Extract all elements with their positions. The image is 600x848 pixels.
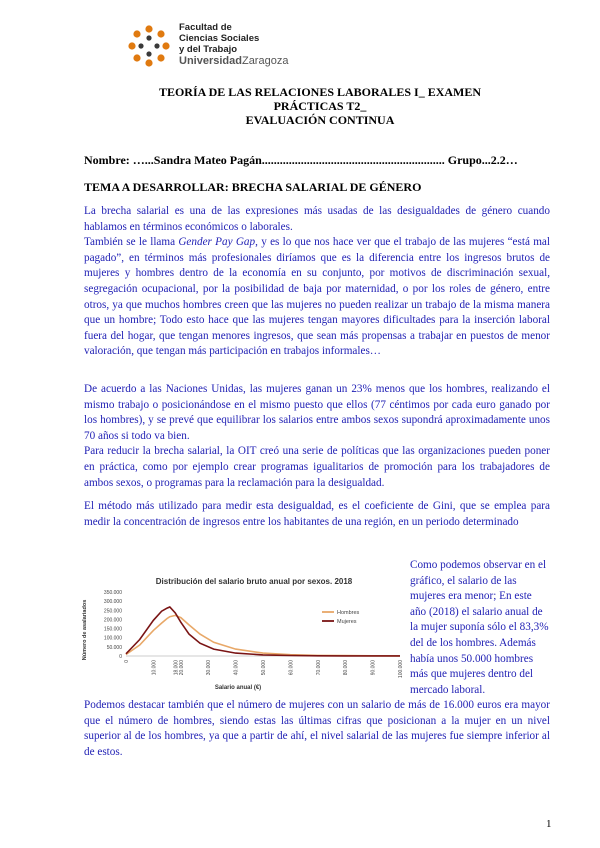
- page-number: 1: [546, 818, 552, 830]
- paragraph-gini-text: El método más utilizado para medir esta desigualdad, es el coeficiente de Gini, que se emplea para medir la concentración de ingresos entre los habitantes de una región, en un periodo determinado: [84, 500, 550, 528]
- x-tick-label: 18.000: [173, 660, 180, 676]
- y-tick-label: 250.000: [103, 608, 122, 615]
- faculty-line-3: y del Trabajo: [179, 44, 238, 55]
- paragraph-conclusion-text: Podemos destacar también que el número de mujeres con un salario de más de 16.000 euros era mayor que el número de hombres, siendo estas las últimas cifras que posicionan a la mujer en un nivel superior al de los hombres, ya que a partir de ahí, el nivel salarial de las mujeres fue siempre inferior al de estos.: [84, 699, 550, 758]
- paragraph-intro-a: La brecha salarial es una de las expresiones más usadas de las desigualdades de género cuando hablamos en términos económicos o laborales.: [84, 205, 550, 233]
- y-tick-label: 150.000: [103, 626, 122, 633]
- x-tick-label: 40.000: [233, 660, 240, 676]
- title-line-3: EVALUACIÓN CONTINUA: [245, 113, 395, 127]
- title-line-2: PRÁCTICAS T2_: [273, 99, 367, 113]
- y-tick-label: 200.000: [103, 617, 122, 624]
- paragraph-conclusion: [84, 698, 550, 760]
- university-name: UniversidadZaragoza: [179, 55, 289, 67]
- y-tick-label: 300.000: [103, 599, 122, 606]
- y-tick-label: 0: [119, 654, 122, 660]
- legend-label-mujeres: Mujeres: [337, 619, 357, 625]
- paragraph-un-data-a: De acuerdo a las Naciones Unidas, las mujeres ganan un 23% menos que los hombres, realizando el mismo trabajo o posicionándose en el mismo puesto que ellos (77 céntimos por cada euro ganado por los hombres), y se prevé que equilibrar los salarios entre ambos sexos supondrá aproximadamente unos 70 años si todo va bien.: [84, 383, 550, 442]
- paragraph-intro: [84, 204, 550, 360]
- chart-title: Distribución del salario bruto anual por sexos. 2018: [155, 577, 353, 586]
- paragraph-intro-b: También se le llama Gender Pay Gap, y es lo que nos hace ver que el trabajo de las mujeres “está mal pagado”, en términos más profesionales diríamos que es la diferencia entre los ingresos brutos de mujeres y hombres dentro de la economía en su conjunto, por motivos de discriminación sexual, segregación ocupacional, por la posibilidad de baja por maternidad, o por los roles de género, entre otros, ya que muchos hombres creen que las mujeres no pueden realizar un trabajo de la misma manera que un hombre; Todo esto hace que las mujeres tengan mayores dificultades para la inserción laboral fuera del hogar, que tengan menores ingresos, que sean más propensas a trabajar en puestos de menor valoración, que tengan más participación en trabajos informales…: [84, 236, 550, 358]
- paragraph-un-data: [84, 382, 550, 491]
- faculty-logo: [124, 19, 289, 71]
- chart-y-label: Número de asalariados: [82, 599, 88, 661]
- x-tick-label: 90.000: [370, 660, 377, 676]
- x-tick-label: 70.000: [315, 660, 322, 676]
- x-tick-label: 60.000: [288, 660, 295, 676]
- faculty-line-1: Facultad de: [179, 22, 232, 33]
- x-tick-label: 30.000: [206, 660, 213, 676]
- x-tick-label: 0: [124, 660, 130, 663]
- chart-canvas: [76, 572, 408, 694]
- title-line-1: TEORÍA DE LAS RELACIONES LABORALES I_ EXAMEN: [158, 85, 482, 99]
- paragraph-oit: Para reducir la brecha salarial, la OIT creó una serie de políticas que las organizaciones pueden poner en práctica, como por ejemplo crear programas igualitarios de promoción para los trabajadores de ambos sexos, o programas para la reclamación para la desigualdad.: [84, 445, 550, 489]
- x-tick-label: 50.000: [261, 660, 267, 676]
- chart-commentary: Como podemos observar en el gráfico, el salario de las mujeres era menor; En este año (2018) el salario anual de la mujer suponía sólo el 83,3% del de los hombres. Además había unos 50.000 hombres más que mujeres dentro del mercado laboral.: [410, 559, 549, 696]
- y-tick-label: 100.000: [103, 635, 122, 642]
- salary-distribution-chart: [76, 572, 408, 694]
- university-emblem-icon: [128, 25, 170, 67]
- chart-x-label: Salario anual (€): [214, 685, 262, 691]
- paragraph-gini: [84, 499, 550, 530]
- x-tick-label: 20.000: [178, 660, 185, 676]
- faculty-line-2: Ciencias Sociales: [179, 33, 260, 44]
- legend-label-hombres: Hombres: [337, 610, 360, 616]
- series-line-hombres: [126, 615, 400, 656]
- x-tick-label: 80.000: [343, 660, 350, 676]
- exam-title: [120, 85, 520, 127]
- topic-heading: TEMA A DESARROLLAR: BRECHA SALARIAL DE GÉNERO: [84, 180, 422, 194]
- y-tick-label: 350.000: [103, 590, 122, 596]
- x-tick-label: 100.000: [398, 660, 404, 679]
- student-name-line: Nombre: …...Sandra Mateo Pagán............................................................. Grupo...2.2…: [84, 153, 518, 167]
- y-tick-label: 50.000: [106, 644, 122, 651]
- faculty-name: [179, 22, 288, 67]
- x-tick-label: 10.000: [151, 660, 158, 676]
